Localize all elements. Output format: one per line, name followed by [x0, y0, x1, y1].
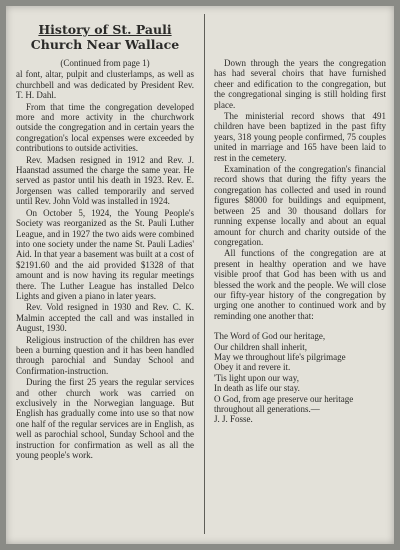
paragraph: The ministerial record shows that 491 children have been baptized in the past fifty years, 318 young people confirmed, 75 couples united in marriage and 165 have been laid to rest in the cemetery.: [214, 111, 386, 163]
hymn-line: In death as life our stay.: [214, 383, 300, 394]
article-headline: [16, 22, 194, 52]
hymn-line: 'Tis light upon our way,: [214, 372, 299, 383]
paragraph: Rev. Vold resigned in 1930 and Rev. C. K. Malmin accepted the call and was installed in August, 1930.: [16, 302, 194, 334]
headline-line-1: History of St. Pauli: [38, 22, 172, 37]
hymn-line: Obey it and revere it.: [214, 362, 291, 373]
paragraph: From that time the congregation developed more and more activity in the churchwork outside the congregation and in certain years the congregation's local expenses were exceeded by contributions to outside activities.: [16, 101, 194, 154]
paragraph: Examination of the congregation's financial record shows that during the fifty years the congregation has collected and used in round figures $8000 for buildings and equipment, between 25 and 30 thousand dollars for running expense locally and about an equal amount for church and charity outside of the congregation.: [214, 164, 386, 247]
hymn-line: O God, from age preserve our heritage throughout all generations.—: [214, 393, 354, 414]
paragraph: During the first 25 years the regular services and other church work was carried on exclusively in the Norwegian language. But English has gradually come into use so that now one half of the regular services are in English, as well as parochial school, Sunday School and the instruction for confirmation as well as all the young people's work.: [16, 377, 194, 461]
column-divider: [204, 14, 205, 534]
paragraph: Religious instruction of the children has ever been a burning question and it has been handled through parochial and Sunday School and Confirmation-instruction.: [16, 334, 194, 376]
hymn-line: May we throughout life's pilgrimage: [214, 351, 346, 362]
paragraph: Rev. Madsen resigned in 1912 and Rev. J. Haanstad assumed the charge the same year. He served as pastor until his death in 1923. Rev. E. Jorgensen was called temporarily and served until Rev. John Vold was installed in 1924.: [16, 154, 194, 207]
hymn-line: The Word of God our heritage,: [214, 331, 326, 342]
hymn-author: J. J. Fosse.: [214, 414, 253, 425]
right-column: [214, 58, 386, 425]
paragraph: On October 5, 1924, the Young People's Society was reorganized as the St. Pauli Luther League, and in 1927 the two aids were combined into one society under the name St. Pauli Ladies' Aid. In that year a basement was built at a cost of $2191.60 and the aid provided $1328 of that amount and is now having its regular meetings there. The Luther League has installed Delco Lights and given a piano in later years.: [16, 207, 194, 301]
continued-note: (Continued from page 1): [60, 58, 150, 68]
headline-line-2: Church Near Wallace: [30, 37, 180, 52]
hymn-line: Our children shall inherit,: [214, 341, 307, 352]
closing-hymn: [214, 331, 386, 425]
paragraph: All functions of the congregation are at present in healthy operation and we have visible proof that God has been with us and blessed the work and the people. We will close our fifty-year history of the congregation by urging one another to continued work and by reminding one another that:: [214, 248, 386, 321]
newspaper-clipping: [6, 6, 394, 544]
left-column: [16, 14, 194, 461]
paragraph: al font, altar, pulpit and clusterlamps, as well as churchbell and was dedicated by President Rev. T. H. Dahl.: [16, 69, 194, 101]
paragraph: Down through the years the congregation has had several choirs that have furnished cheer and edification to the congregation, but the congregational singing is still holding first place.: [214, 58, 386, 110]
